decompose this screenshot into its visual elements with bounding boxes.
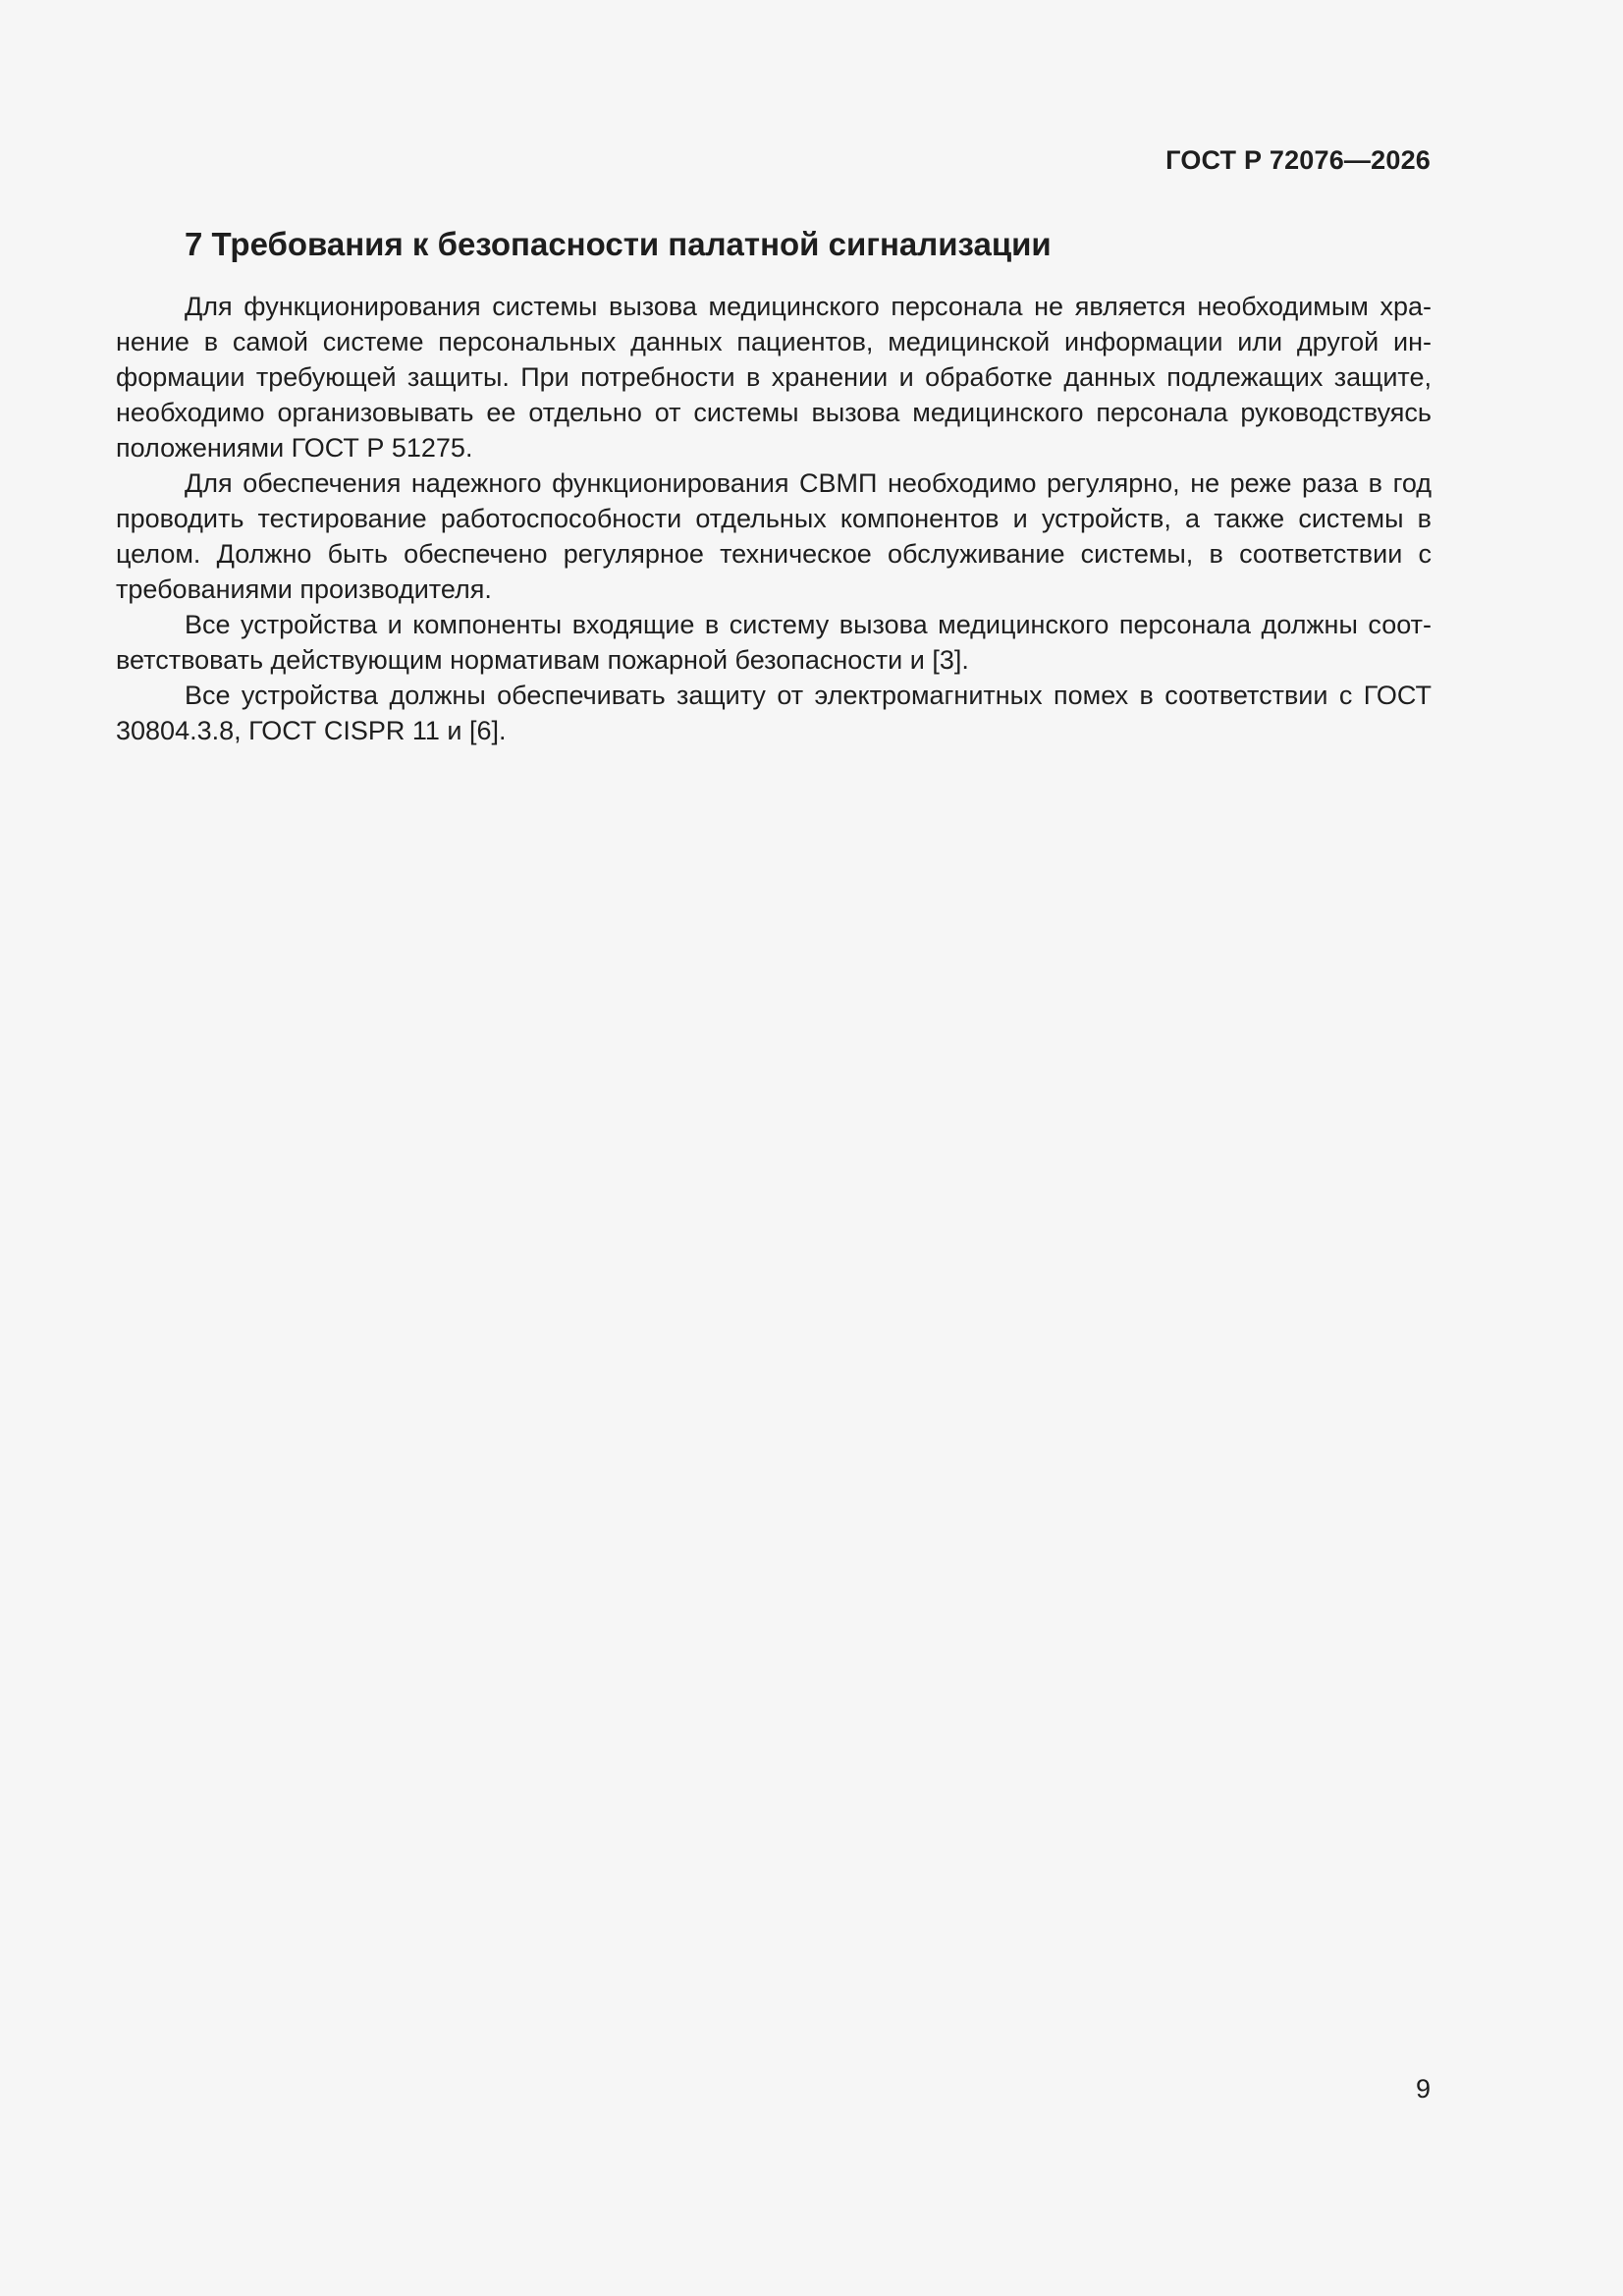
page-number: 9 bbox=[1415, 2074, 1431, 2104]
paragraph-data-protection: Для функционирования системы вызова медицинского персонала не является необходимым хранение в самой системе персональных данных пациентов, медицинской информации или другой информации требующей защиты. При потребности в хранении и обработке данных подлежащих защите, необходимо организовывать ее отдельно от системы вызова медицинского персонала руководствуясь положениями ГОСТ Р 51275. bbox=[116, 292, 1432, 463]
paragraph-fire-safety: Все устройства и компоненты входящие в систему вызова медицинского персонала должны соответствовать действующим нормативам пожарной безопасности и [3]. bbox=[116, 610, 1432, 675]
paragraph-emc-protection: Все устройства должны обеспечивать защиту от электромагнитных помех в соответствии с ГОСТ 30804.3.8, ГОСТ CISPR 11 и [6]. bbox=[116, 681, 1432, 745]
section-content bbox=[116, 224, 1432, 748]
paragraph-maintenance: Для обеспечения надежного функционирования СВМП необходимо регулярно, не реже раза в год проводить тестирование работоспособности отдельных компонентов и устройств, а также системы в целом. Должно быть обеспечено регулярное техническое обслуживание системы, в соответствии с требованиями производителя. bbox=[116, 468, 1432, 604]
section-title: 7 Требования к безопасности палатной сигнализации bbox=[185, 226, 1052, 262]
document-standard-code: ГОСТ Р 72076—2026 bbox=[1165, 145, 1431, 175]
